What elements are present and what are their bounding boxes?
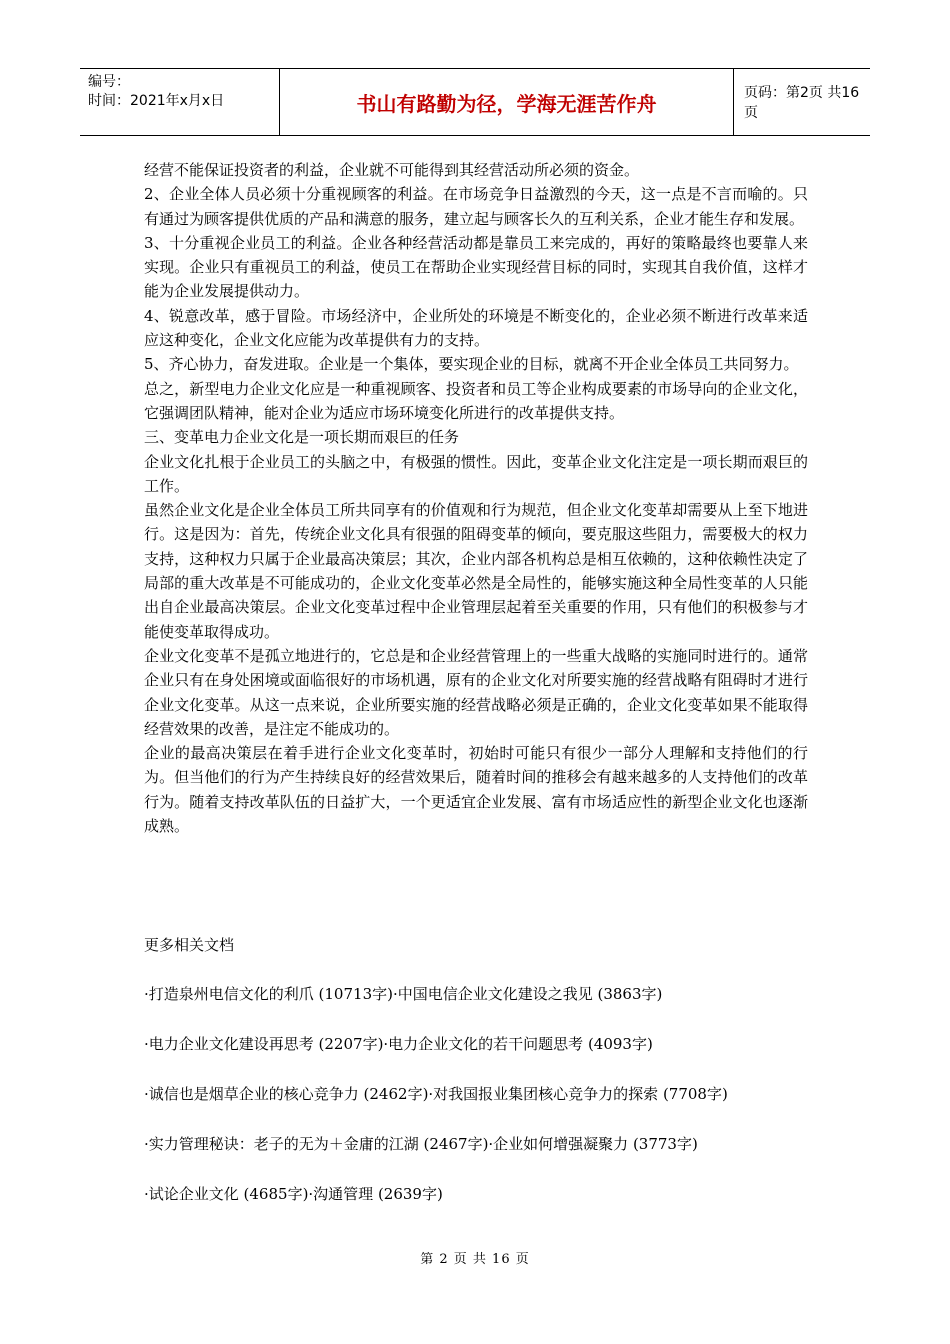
paragraph: 虽然企业文化是企业全体员工所共同享有的价值观和行为规范，但企业文化变革却需要从上至下地进行。这是因为：首先，传统企业文化具有很强的阻碍变革的倾向，要克服这些阻力，需要极大的权力支持，这种权力只属于企业最高决策层；其次，企业内部各机构总是相互依赖的，这种依赖性决定了局部的重大改革是不可能成功的，企业文化变革必然是全局性的，能够实施这种全局性变革的人只能出自企业最高决策层。企业文化变革过程中企业管理层起着至关重要的作用，只有他们的积极参与才能使变革取得成功。 — [144, 501, 808, 641]
header-motto: 书山有路勤为径，学海无涯苦作舟 — [280, 69, 734, 135]
paragraph: 4、锐意改革，感于冒险。市场经济中，企业所处的环境是不断变化的，企业必须不断进行改革来适应这种变化，企业文化应能为改革提供有力的支持。 — [144, 306, 808, 350]
header-page-info: 页码：第2页 共16页 — [744, 85, 860, 121]
document-body — [144, 158, 808, 838]
related-documents — [144, 933, 824, 1203]
related-document-link[interactable]: ·电力企业文化建设再思考 (2207字)·电力企业文化的若干问题思考 (4093字) — [144, 1035, 653, 1053]
paragraph: 5、齐心协力，奋发进取。企业是一个集体，要实现企业的目标，就离不开企业全体员工共同努力。 — [144, 355, 799, 374]
related-document-link[interactable]: ·试论企业文化 (4685字)·沟通管理 (2639字) — [144, 1185, 443, 1203]
page-header — [80, 68, 870, 136]
paragraph: 企业文化扎根于企业员工的头脑之中，有极强的惯性。因此，变革企业文化注定是一项长期而艰巨的工作。 — [144, 452, 808, 495]
paragraph: 企业的最高决策层在着手进行企业文化变革时，初始时可能只有很少一部分人理解和支持他们的行为。但当他们的行为产生持续良好的经营效果后，随着时间的推移会有越来越多的人支持他们的改革行为。随着支持改革队伍的日益扩大，一个更适宜企业发展、富有市场适应性的新型企业文化也逐渐成熟。 — [144, 744, 808, 836]
document-date: 时间：2021年x月x日 — [88, 93, 225, 109]
header-meta — [80, 69, 280, 135]
paragraph: 企业文化变革不是孤立地进行的，它总是和企业经营管理上的一些重大战略的实施同时进行的。通常企业只有在身处困境或面临很好的市场机遇，原有的企业文化对所要实施的经营战略有阻碍时才进行企业文化变革。从这一点来说，企业所要实施的经营战略必须是正确的，企业文化变革如果不能取得经营效果的改善，是注定不能成功的。 — [144, 646, 808, 738]
page-footer: 第 2 页 共 16 页 — [420, 1252, 530, 1267]
related-document-link[interactable]: ·打造泉州电信文化的利爪 (10713字)·中国电信企业文化建设之我见 (3863字) — [144, 985, 663, 1003]
related-documents-title: 更多相关文档 — [144, 936, 235, 954]
paragraph: 经营不能保证投资者的利益，企业就不可能得到其经营活动所必须的资金。 — [144, 161, 640, 179]
paragraph: 3、十分重视企业员工的利益。企业各种经营活动都是靠员工来完成的，再好的策略最终也要靠人来实现。企业只有重视员工的利益，使员工在帮助企业实现经营目标的同时，实现其自我价值，这样才能为企业发展提供动力。 — [144, 233, 808, 301]
paragraph: 2、企业全体人员必须十分重视顾客的利益。在市场竞争日益激烈的今天，这一点是不言而喻的。只有通过为顾客提供优质的产品和满意的服务，建立起与顾客长久的互利关系，企业才能生存和发展。 — [144, 185, 808, 228]
document-number-label: 编号： — [88, 74, 130, 90]
paragraph: 总之，新型电力企业文化应是一种重视顾客、投资者和员工等企业构成要素的市场导向的企业文化，它强调团队精神，能对企业为适应市场环境变化所进行的改革提供支持。 — [144, 379, 808, 422]
section-heading: 三、变革电力企业文化是一项长期而艰巨的任务 — [144, 428, 460, 447]
related-document-link[interactable]: ·诚信也是烟草企业的核心竞争力 (2462字)·对我国报业集团核心竞争力的探索 (7708字) — [144, 1085, 728, 1103]
related-document-link[interactable]: ·实力管理秘诀：老子的无为＋金庸的江湖 (2467字)·企业如何增强凝聚力 (3773字) — [144, 1135, 698, 1153]
